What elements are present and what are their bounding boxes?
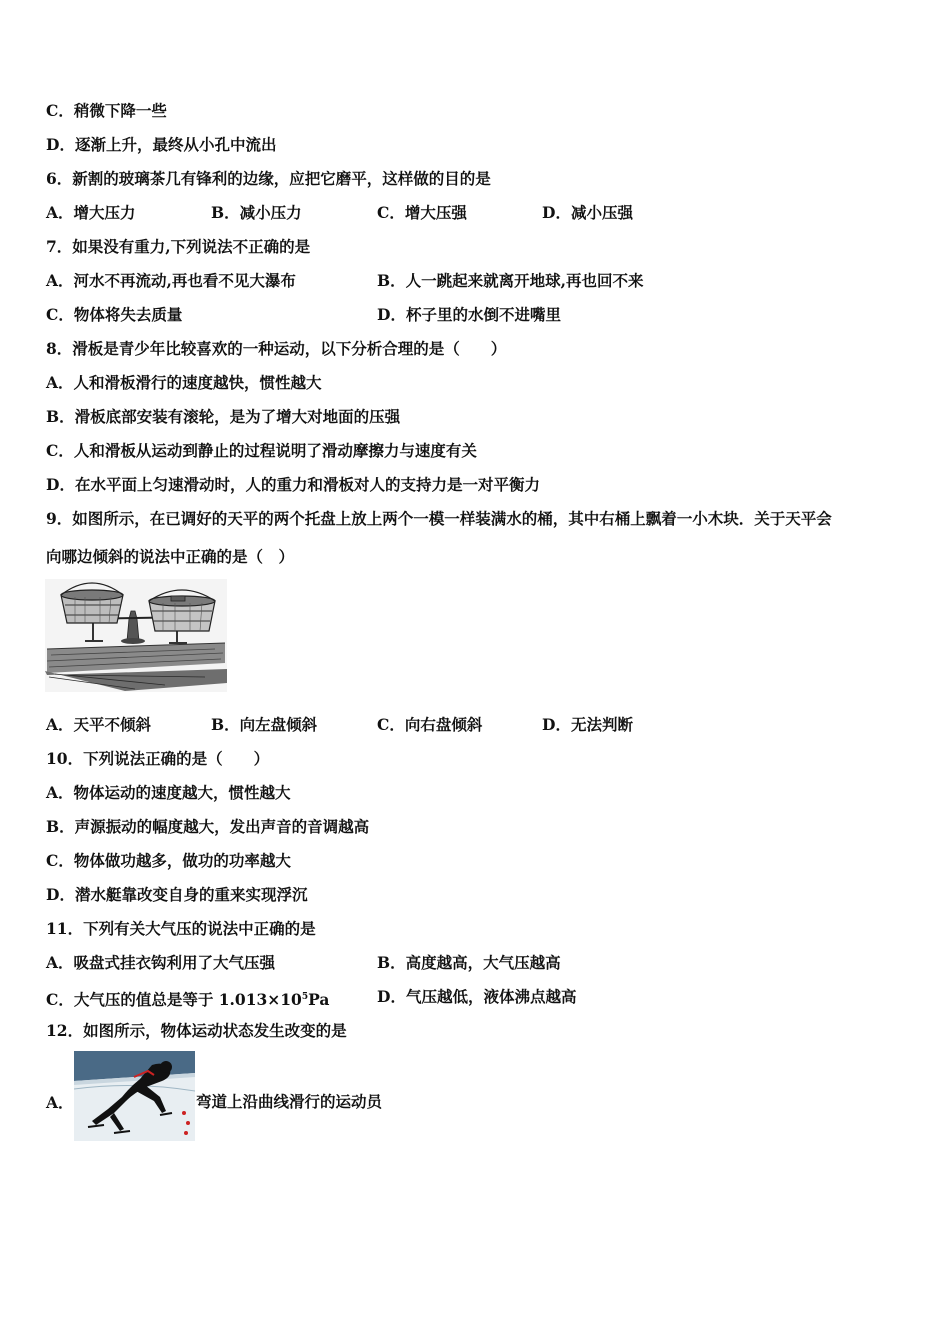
q10-option-a: A．物体运动的速度越大，惯性越大 bbox=[46, 783, 291, 802]
q8-option-a: A．人和滑板滑行的速度越快，惯性越大 bbox=[46, 373, 322, 392]
balance-buckets-illustration bbox=[45, 579, 227, 692]
speed-skater-figure bbox=[74, 1051, 195, 1141]
q11-option-d: D．气压越低，液体沸点越高 bbox=[377, 987, 577, 1006]
q7-option-b: B．人一跳起来就离开地球,再也回不来 bbox=[377, 271, 644, 290]
q7-option-d: D．杯子里的水倒不进嘴里 bbox=[377, 305, 561, 324]
speed-skater-illustration bbox=[74, 1051, 195, 1141]
question-6-stem: 6．新割的玻璃茶几有锋利的边缘，应把它磨平，这样做的目的是 bbox=[46, 169, 491, 188]
question-11-stem: 11．下列有关大气压的说法中正确的是 bbox=[46, 919, 316, 938]
q6-option-b: B．减小压力 bbox=[211, 203, 302, 222]
q11-option-c-unit: Pa bbox=[308, 990, 330, 1009]
q10-option-c: C．物体做功越多，做功的功率越大 bbox=[46, 851, 291, 870]
q9-option-b: B．向左盘倾斜 bbox=[211, 715, 318, 734]
q6-option-c: C．增大压强 bbox=[377, 203, 467, 222]
question-9-stem-line2: 向哪边倾斜的说法中正确的是（ ） bbox=[46, 547, 295, 566]
q9-option-a: A．天平不倾斜 bbox=[46, 715, 152, 734]
option-c: C．稍微下降一些 bbox=[46, 101, 167, 120]
balance-buckets-figure bbox=[45, 579, 227, 692]
q10-option-b: B．声源振动的幅度越大，发出声音的音调越高 bbox=[46, 817, 370, 836]
q11-option-c-exponent: 5 bbox=[301, 992, 309, 1002]
q7-option-a: A．河水不再流动,再也看不见大瀑布 bbox=[46, 271, 296, 290]
question-12-stem: 12．如图所示，物体运动状态发生改变的是 bbox=[46, 1021, 347, 1040]
question-10-stem: 10．下列说法正确的是（ ） bbox=[46, 749, 270, 768]
question-7-stem: 7．如果没有重力,下列说法不正确的是 bbox=[46, 237, 311, 256]
q11-option-c-text: C．大气压的值总是等于 1.013×10 bbox=[46, 990, 302, 1009]
option-d: D．逐渐上升，最终从小孔中流出 bbox=[46, 135, 277, 154]
q11-option-a: A．吸盘式挂衣钩利用了大气压强 bbox=[46, 953, 276, 972]
question-9-stem-line1: 9．如图所示，在已调好的天平的两个托盘上放上两个一模一样装满水的桶，其中右桶上飘着一小木块．关于天平会 bbox=[46, 509, 832, 528]
q7-option-c: C．物体将失去质量 bbox=[46, 305, 183, 324]
q8-option-c: C．人和滑板从运动到静止的过程说明了滑动摩擦力与速度有关 bbox=[46, 441, 477, 460]
q8-option-d: D．在水平面上匀速滑动时，人的重力和滑板对人的支持力是一对平衡力 bbox=[46, 475, 540, 494]
q12-option-a-text: 弯道上沿曲线滑行的运动员 bbox=[196, 1092, 383, 1111]
question-8-stem: 8．滑板是青少年比较喜欢的一种运动，以下分析合理的是（ ） bbox=[46, 339, 507, 358]
q6-option-d: D．减小压强 bbox=[542, 203, 633, 222]
q10-option-d: D．潜水艇靠改变自身的重来实现浮沉 bbox=[46, 885, 308, 904]
q9-option-d: D．无法判断 bbox=[542, 715, 633, 734]
q12-option-a-label: A． bbox=[46, 1093, 74, 1112]
q6-option-a: A．增大压力 bbox=[46, 203, 136, 222]
q11-option-b: B．高度越高，大气压越高 bbox=[377, 953, 561, 972]
q11-option-c bbox=[46, 987, 329, 1010]
q9-option-c: C．向右盘倾斜 bbox=[377, 715, 483, 734]
q8-option-b: B．滑板底部安装有滚轮，是为了增大对地面的压强 bbox=[46, 407, 401, 426]
